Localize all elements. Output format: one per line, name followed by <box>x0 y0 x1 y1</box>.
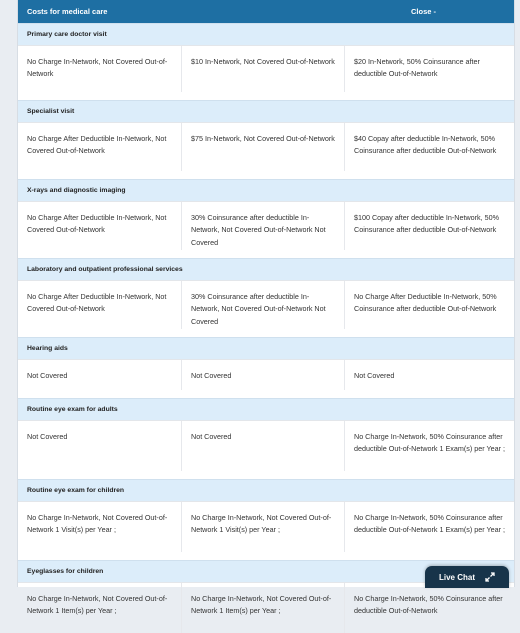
live-chat-button[interactable] <box>425 566 509 588</box>
section-title: Laboratory and outpatient professional services <box>18 258 514 280</box>
expand-icon <box>485 572 495 582</box>
table-cell: No Charge In-Network, 50% Coinsurance after deductible Out-of-Network 1 Exam(s) per Year ; <box>344 502 514 552</box>
table-row <box>18 122 514 171</box>
section-lab <box>18 258 514 337</box>
table-cell: Not Covered <box>181 421 344 471</box>
section-title: Specialist visit <box>18 100 514 122</box>
section-specialist <box>18 100 514 179</box>
table-cell: No Charge In-Network, Not Covered Out-of-Network 1 Item(s) per Year ; <box>27 594 168 616</box>
table-cell: $40 Copay after deductible In-Network, 50% Coinsurance after deductible Out-of-Network <box>344 123 514 171</box>
table-row <box>18 501 514 552</box>
section-title: Routine eye exam for adults <box>18 398 514 420</box>
table-cell: No Charge In-Network, 50% Coinsurance after deductible Out-of-Network <box>344 583 514 633</box>
section-eye-exam-children <box>18 479 514 560</box>
table-cell: No Charge In-Network, Not Covered Out-of-Network 1 Item(s) per Year ; <box>181 583 344 633</box>
table-cell: No Charge In-Network, Not Covered Out-of-Network 1 Visit(s) per Year ; <box>181 502 344 552</box>
table-row <box>18 45 514 92</box>
section-eye-exam-adults <box>18 398 514 479</box>
table-cell: No Charge After Deductible In-Network, Not Covered Out-of-Network <box>27 213 167 235</box>
table-cell: Not Covered <box>27 371 68 380</box>
section-hearing-aids <box>18 337 514 398</box>
section-title: Routine eye exam for children <box>18 479 514 501</box>
table-row <box>18 582 514 633</box>
table-cell: Not Covered <box>344 360 514 390</box>
table-cell: 30% Coinsurance after deductible In-Network, Not Covered Out-of-Network Not Covered <box>181 202 344 250</box>
table-row <box>18 280 514 329</box>
table-cell: No Charge In-Network, Not Covered Out-of-Network 1 Visit(s) per Year ; <box>27 513 168 535</box>
section-title: Hearing aids <box>18 337 514 359</box>
table-cell: No Charge After Deductible In-Network, 50% Coinsurance after deductible Out-of-Network <box>344 281 514 329</box>
panel-header <box>18 0 514 23</box>
table-cell: $75 In-Network, Not Covered Out-of-Network <box>181 123 344 171</box>
panel-title: Costs for medical care <box>27 7 108 16</box>
table-row <box>18 420 514 471</box>
table-cell: $20 In-Network, 50% Coinsurance after deductible Out-of-Network <box>344 46 514 92</box>
table-cell: No Charge In-Network, 50% Coinsurance after deductible Out-of-Network 1 Exam(s) per Year ; <box>344 421 514 471</box>
section-title: Eyeglasses for children <box>18 560 514 582</box>
costs-panel <box>17 0 515 616</box>
table-cell: Not Covered <box>27 432 68 441</box>
table-cell: No Charge In-Network, Not Covered Out-of-Network <box>27 57 168 79</box>
section-title: X-rays and diagnostic imaging <box>18 179 514 201</box>
table-cell: 30% Coinsurance after deductible In-Network, Not Covered Out-of-Network Not Covered <box>181 281 344 329</box>
table-cell: $100 Copay after deductible In-Network, 50% Coinsurance after deductible Out-of-Network <box>344 202 514 250</box>
section-primary-care <box>18 23 514 100</box>
close-button[interactable]: Close - <box>411 7 437 16</box>
section-xrays <box>18 179 514 258</box>
table-row <box>18 359 514 390</box>
table-cell: No Charge After Deductible In-Network, Not Covered Out-of-Network <box>27 292 167 314</box>
table-cell: Not Covered <box>181 360 344 390</box>
table-row <box>18 201 514 250</box>
section-title: Primary care doctor visit <box>18 23 514 45</box>
table-cell: $10 In-Network, Not Covered Out-of-Network <box>181 46 344 92</box>
live-chat-label: Live Chat <box>438 572 475 582</box>
table-cell: No Charge After Deductible In-Network, Not Covered Out-of-Network <box>27 134 167 156</box>
